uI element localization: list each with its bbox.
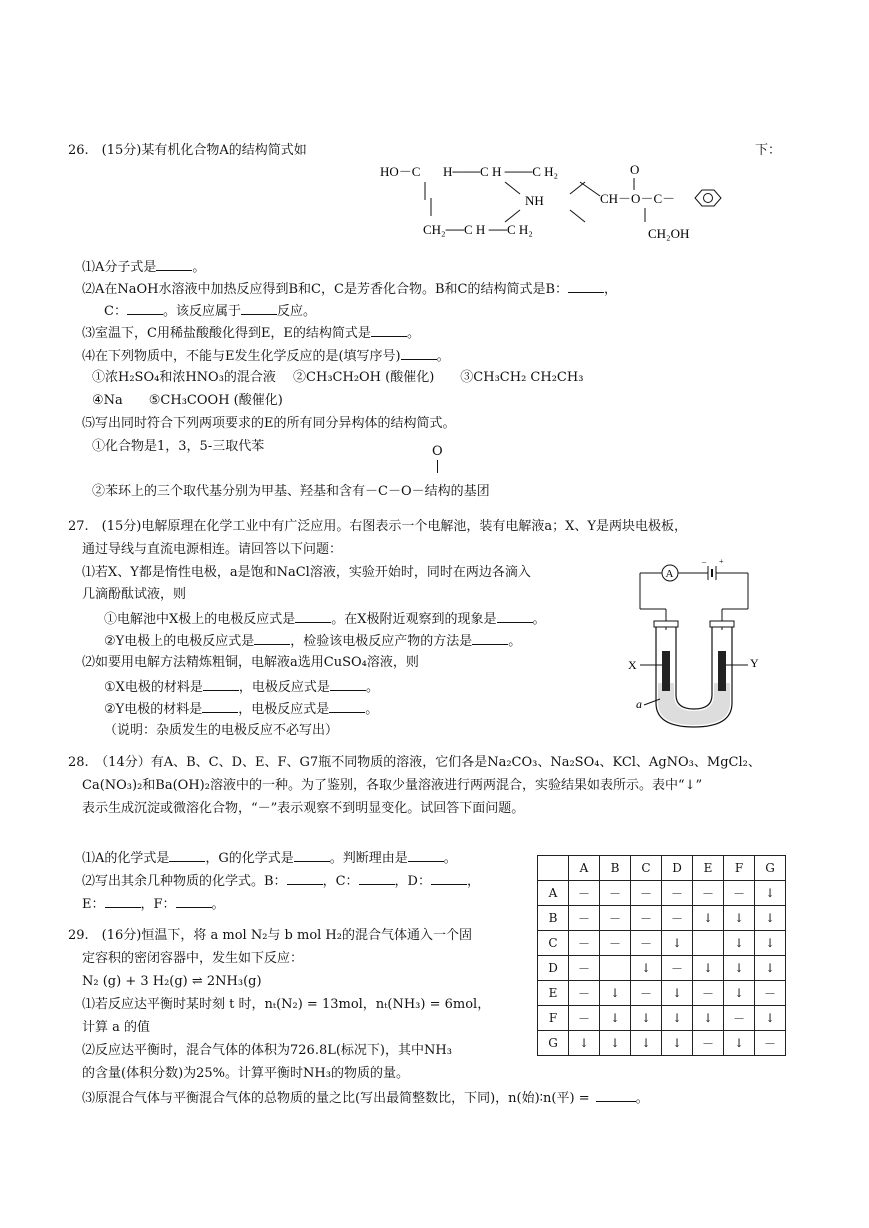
q26-part2a: ⑵A在NaOH水溶液中加热反应得到B和C，C是芳香化合物。B和C的结构简式是B： ， <box>82 282 618 297</box>
q28-line1: 28. （14分）有A、B、C、D、E、F、G7瓶不同物质的溶液，它们各是Na₂CO₃、Na₂SO₄、KCl、AgNO₃、MgCl₂、 <box>68 755 761 770</box>
answer-blank[interactable] <box>568 280 604 293</box>
q29-line1: 29. (16分)恒温下，将 a mol N₂与 b mol H₂的混合气体通入一个固 <box>68 928 472 943</box>
answer-blank[interactable] <box>203 678 239 691</box>
answer-blank[interactable] <box>596 1089 636 1102</box>
table-row <box>538 981 786 1006</box>
answer-blank[interactable] <box>330 678 366 691</box>
q27-line7: ⑵如要用电解方法精炼粗铜，电解液a选用CuSO₄溶液，则 <box>82 655 419 670</box>
table-cell: － <box>600 931 631 956</box>
table-cell: － <box>631 981 662 1006</box>
table-cell: ↓ <box>755 881 786 906</box>
answer-blank[interactable] <box>359 872 395 885</box>
stoppers <box>654 621 734 627</box>
table-row <box>538 906 786 931</box>
table-cell: ↓ <box>600 981 631 1006</box>
q27-line4: 几滴酚酞试液，则 <box>82 587 187 602</box>
table-header-cell: G <box>755 856 786 881</box>
table-row-label: E <box>538 981 569 1006</box>
q29-part1b: 计算 a 的值 <box>82 1020 151 1035</box>
answer-blank[interactable] <box>176 895 212 908</box>
table-row <box>538 956 786 981</box>
table-cell: ↓ <box>631 1031 662 1056</box>
q26-part3: ⑶室温下，C用稀盐酸酸化得到E，E的结构简式是 。 <box>82 326 420 341</box>
table-row-label: B <box>538 906 569 931</box>
answer-blank[interactable] <box>169 849 205 862</box>
table-cell: ↓ <box>724 981 755 1006</box>
mixing-results-table <box>537 855 786 1056</box>
table-cell: － <box>631 881 662 906</box>
q29-equation: N₂ (g) + 3 H₂(g) ⇌ 2NH₃(g) <box>82 974 262 989</box>
table-header-cell <box>538 856 569 881</box>
answer-blank[interactable] <box>241 302 277 315</box>
benzene-ring-icon <box>695 190 721 206</box>
table-cell: ↓ <box>755 956 786 981</box>
answer-blank[interactable] <box>294 849 330 862</box>
q29-part3: ⑶原混合气体与平衡混合气体的总物质的量之比(写出最简整数比，下同)，n(始)∶n(平) = 。 <box>82 1091 649 1106</box>
q27-line8: ①X电极的材料是 ，电极反应式是 。 <box>104 680 379 695</box>
q26-carbonyl-o: O <box>432 444 443 459</box>
table-cell: ↓ <box>662 1006 693 1031</box>
answer-blank[interactable] <box>329 700 365 713</box>
table-row-label: C <box>538 931 569 956</box>
table-cell: ↓ <box>755 931 786 956</box>
table-cell: － <box>569 881 600 906</box>
table-cell: － <box>662 956 693 981</box>
q28-part2: ⑵写出其余几种物质的化学式。B： ，C： ，D： ， <box>82 874 480 889</box>
answer-blank[interactable] <box>431 872 467 885</box>
struct-bottom-chain: CH₂──C H ──C H₂ <box>423 222 533 237</box>
answer-blank[interactable] <box>295 610 331 623</box>
table-header-row <box>538 856 786 881</box>
table-cell: － <box>569 956 600 981</box>
table-cell: ↓ <box>724 956 755 981</box>
table-row-label: F <box>538 1006 569 1031</box>
table-cell: － <box>600 906 631 931</box>
electrode-y <box>718 651 726 691</box>
struct-ch2oh: CH₂OH <box>648 226 690 241</box>
q27-line5: ①电解池中X极上的电极反应式是 。在X极附近观察到的现象是 。 <box>104 612 546 627</box>
table-row-label: D <box>538 956 569 981</box>
table-cell: － <box>569 981 600 1006</box>
table-row <box>538 931 786 956</box>
table-cell: ↓ <box>755 1006 786 1031</box>
table-cell: － <box>755 981 786 1006</box>
table-header-cell: E <box>693 856 724 881</box>
table-cell: ↓ <box>631 956 662 981</box>
q29-part2b: 的含量(体积分数)为25%。计算平衡时NH₃的物质的量。 <box>82 1066 409 1081</box>
table-cell: － <box>693 881 724 906</box>
ammeter-label: A <box>665 568 674 580</box>
label-x: X <box>628 658 637 672</box>
electrode-x <box>662 651 670 691</box>
table-cell: － <box>662 881 693 906</box>
answer-blank[interactable] <box>401 347 437 360</box>
table-cell <box>693 931 724 956</box>
q29-part2: ⑵反应达平衡时，混合气体的体积为726.8L(标况下)，其中NH₃ <box>82 1043 452 1058</box>
struct-nh: NH <box>525 193 544 208</box>
electrolysis-cell-diagram <box>626 555 766 730</box>
q28-part1: ⑴A的化学式是 ，G的化学式是 。判断理由是 。 <box>82 851 457 866</box>
q26-options-row2: ④Na ⑤CH₃COOH (酸催化) <box>92 393 283 408</box>
struct-ch-ester: CH－O－C－ <box>600 191 676 206</box>
table-cell: ↓ <box>724 906 755 931</box>
q26-condition2: ②苯环上的三个取代基分别为甲基、羟基和含有－C－O－结构的基团 <box>92 484 490 499</box>
table-cell: － <box>569 931 600 956</box>
table-cell: － <box>631 906 662 931</box>
label-y: Y <box>750 656 759 670</box>
q26-options-row1: ①浓H₂SO₄和浓HNO₃的混合液 ②CH₃CH₂OH (酸催化) ③CH₃CH₂ CH₂CH₃ <box>92 370 584 385</box>
table-cell: － <box>724 881 755 906</box>
table-header-cell: D <box>662 856 693 881</box>
table-cell: ↓ <box>662 1031 693 1056</box>
table-cell: － <box>662 906 693 931</box>
table-cell: － <box>755 1031 786 1056</box>
table-header-cell: C <box>631 856 662 881</box>
q28-part2b: E： ，F： 。 <box>82 897 225 912</box>
svg-text:+: + <box>719 557 724 566</box>
table-cell: ↓ <box>600 1031 631 1056</box>
answer-blank[interactable] <box>127 302 163 315</box>
table-row <box>538 1031 786 1056</box>
q26-part4: ⑷在下列物质中，不能与E发生化学反应的是(填写序号) 。 <box>82 349 450 364</box>
table-cell: － <box>569 906 600 931</box>
q27-line2: 通过导线与直流电源相连。请回答以下问题： <box>82 542 343 557</box>
table-cell: ↓ <box>662 931 693 956</box>
q28-line2: Ca(NO₃)₂和Ba(OH)₂溶液中的一种。为了鉴别，各取少量溶液进行两两混合，实验结果如表所示。表中“↓” <box>82 778 703 793</box>
table-cell: ↓ <box>662 981 693 1006</box>
q29-line2: 定容积的密闭容器中，发生如下反应： <box>82 951 304 966</box>
table-cell: － <box>569 1006 600 1031</box>
q26-structure-diagram <box>375 158 735 246</box>
table-cell: ↓ <box>600 1006 631 1031</box>
table-cell: ↓ <box>569 1031 600 1056</box>
label-a: a <box>636 697 642 711</box>
struct-o: O <box>630 162 640 177</box>
answer-blank[interactable] <box>408 849 444 862</box>
table-cell: － <box>724 1006 755 1031</box>
table-row-label: G <box>538 1031 569 1056</box>
answer-blank[interactable] <box>287 872 323 885</box>
table-header-cell: F <box>724 856 755 881</box>
table-cell: ↓ <box>724 1031 755 1056</box>
q26-heading-tail: 下： <box>755 143 782 158</box>
table-row <box>538 881 786 906</box>
q27-note: （说明：杂质发生的电极反应不必写出） <box>104 723 339 738</box>
q26-heading: 26. (15分)某有机化合物A的结构简式如 <box>68 143 307 158</box>
table-cell: － <box>600 881 631 906</box>
q26-part1: ⑴A分子式是 。 <box>82 260 206 275</box>
svg-text:–: – <box>702 557 706 566</box>
answer-blank[interactable] <box>497 610 533 623</box>
table-cell: ↓ <box>693 906 724 931</box>
battery-icon <box>701 557 724 580</box>
answer-blank[interactable] <box>202 700 238 713</box>
struct-top-chain: H───C H ───C H₂ <box>443 164 559 179</box>
ammeter-icon <box>662 565 678 581</box>
q27-line1: 27. (15分)电解原理在化学工业中有广泛应用。右图表示一个电解池，装有电解液a；X、Y是两块电极板， <box>68 519 687 534</box>
table-cell <box>600 956 631 981</box>
answer-blank[interactable] <box>156 258 192 271</box>
table-cell: ↓ <box>693 1006 724 1031</box>
table-header-cell: A <box>569 856 600 881</box>
answer-blank[interactable] <box>371 324 407 337</box>
q26-part2b: C： 。该反应属于 反应。 <box>104 304 316 319</box>
table-cell: ↓ <box>693 956 724 981</box>
table-row <box>538 1006 786 1031</box>
answer-blank[interactable] <box>105 895 141 908</box>
answer-blank[interactable] <box>254 632 290 645</box>
table-cell: － <box>631 931 662 956</box>
table-cell: ↓ <box>631 1006 662 1031</box>
struct-ho-c: HO－C <box>380 164 421 179</box>
q27-line6: ②Y电极上的电极反应式是 ，检验该电极反应产物的方法是 。 <box>104 634 522 649</box>
table-cell: － <box>693 1031 724 1056</box>
q27-line3: ⑴若X、Y都是惰性电极，a是饱和NaCl溶液，实验开始时，同时在两边各滴入 <box>82 565 531 580</box>
q26-carbonyl-bond <box>437 460 438 473</box>
q29-part1: ⑴若反应达平衡时某时刻 t 时，nₜ(N₂) = 13mol，nₜ(NH₃) = 6mol， <box>82 997 491 1012</box>
answer-blank[interactable] <box>472 632 508 645</box>
q27-line9: ②Y电极的材料是 ，电极反应式是 。 <box>104 702 379 717</box>
q26-part5: ⑸写出同时符合下列两项要求的E的所有同分异构体的结构简式。 <box>82 416 456 431</box>
table-header-cell: B <box>600 856 631 881</box>
table-row-label: A <box>538 881 569 906</box>
q28-line3: 表示生成沉淀或微溶化合物，“－”表示观察不到明显变化。试回答下面问题。 <box>82 801 525 816</box>
table-cell: ↓ <box>755 906 786 931</box>
table-cell: － <box>693 981 724 1006</box>
table-cell: ↓ <box>724 931 755 956</box>
q26-condition1: ①化合物是1，3，5-三取代苯 <box>92 439 265 454</box>
